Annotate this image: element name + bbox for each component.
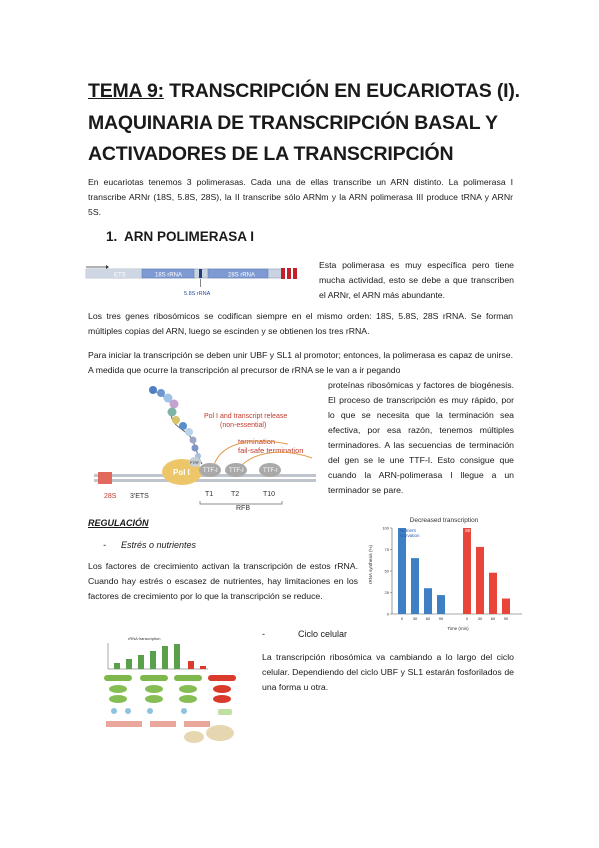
termination-figure [88, 374, 324, 520]
rrna-gene-figure [84, 262, 306, 302]
y-tick-label: 25 [384, 590, 389, 595]
release-label: Pol I and transcript release [204, 413, 288, 420]
t1-label: T1 [205, 491, 214, 498]
cycle-chart-title: rRNA transcription [128, 636, 161, 641]
chart-bar [411, 558, 419, 614]
chart-bar [489, 573, 497, 614]
y-tick-label: 75 [384, 547, 389, 552]
failsafe-label: fail-safe termination [238, 446, 304, 455]
ttf-i-label: TTF-I [203, 468, 218, 474]
document-title [88, 76, 558, 171]
ets3-label: 3'ETS [130, 493, 149, 500]
y-tick-label: 0 [386, 611, 389, 617]
nonessential-label: (non-essential) [220, 422, 267, 429]
ptrf-label: PTRF [190, 461, 200, 465]
chart-title: Decreased transcription [409, 517, 479, 524]
arrow-head-icon [106, 265, 109, 269]
x-tick-label: 90 [438, 616, 444, 621]
rrna-58s-block [199, 269, 202, 278]
title-line-2: MAQUINARIA DE TRANSCRIPCIÓN BASAL Y [88, 111, 498, 134]
bullet-stress-nutrients: Estrés o nutrientes [121, 540, 197, 550]
cell-cycle-paragraph: La transcripción ribosómica va cambiando a lo largo del ciclo celular. Dependiendo del ciclo UBF y SL1 estarán fosforilados de una forma u otra. [262, 652, 514, 692]
terminator-mark [293, 268, 297, 279]
chart-bar [424, 588, 432, 614]
series-label: starvation [400, 533, 420, 538]
x-tick-label: 0 [465, 616, 469, 621]
terminator-mark [281, 268, 285, 279]
chart-xlabel: Time (min) [447, 626, 469, 631]
chart-bars [398, 528, 510, 621]
intro-paragraph: En eucariotas tenemos 3 polimerasas. Cada una de ellas transcribe un ARN distinto. La polimerasa I transcribe ARNr (18S, 5.8S, 28S), la II transcribe sólo ARNm y la ARN polimerasa III produce tRNA y ARNr 5S. [88, 177, 513, 217]
rrna-transcript-with-proteins [149, 386, 202, 464]
rrna-28s-segment [98, 472, 112, 484]
t2-label: T2 [231, 491, 240, 498]
initiation-paragraph: Para iniciar la transcripción se deben unir UBF y SL1 al promotor; entonces, la polimerasa es capaz de unirse. A medida que ocurre la transcripción al precursor de rRNA se le van a ir pegando [88, 350, 513, 375]
cycle-bars [114, 644, 206, 669]
dna-strand [94, 479, 316, 482]
series-label: Stress [465, 528, 478, 533]
ttf-i-label: TTF-I [263, 468, 278, 474]
rrna-28s-label: 28S rRNA [228, 272, 256, 279]
section-1-title: ARN POLIMERASA I [124, 229, 255, 244]
bullet-cell-cycle: Ciclo celular [298, 629, 348, 639]
rfb-label: RFB [236, 505, 250, 512]
cell-cycle-phases [104, 675, 236, 743]
growth-factors-paragraph: Los factores de crecimiento activan la transcripción de estos rRNA. Cuando hay estrés o escasez de nutrientes, hay limitaciones en los factores de crecimiento por lo que la transcripción se reduce. [88, 561, 358, 601]
rrna-58s-label: 5.8S rRNA [184, 291, 211, 297]
ribosomal-genes-paragraph: Los tres genes ribosómicos se codifican siempre en el mismo orden: 18S, 5.8S, 28S rRNA. Se forman múltiples copias del ARN, luego se escinden y se obtienen los tres rRNA. [88, 311, 513, 336]
t10-label: T10 [263, 491, 276, 498]
title-topic: TEMA 9: [88, 80, 164, 102]
rfb-bracket [200, 501, 282, 504]
s28-label: 28S [104, 493, 117, 500]
x-tick-label: 30 [412, 616, 418, 621]
y-tick-label: 100 [382, 525, 389, 531]
pol-i-label: Pol I [173, 468, 190, 477]
x-tick-label: 90 [503, 616, 509, 621]
terminator-mark [287, 268, 291, 279]
title-line-1-text: TRANSCRIPCIÓN EN EUCARIOTAS (I). [163, 80, 520, 102]
title-line-1 [88, 76, 558, 108]
x-tick-label: 30 [477, 616, 483, 621]
chart-bar [502, 599, 510, 614]
regulation-heading: REGULACIÓN [88, 518, 149, 528]
x-tick-label: 60 [490, 616, 496, 621]
chart-bar [463, 528, 471, 614]
x-tick-label: 60 [425, 616, 431, 621]
bullet-dash: - [262, 629, 265, 639]
bullet-dash: - [103, 540, 106, 550]
ttf-i-label: TTF-I [229, 468, 244, 474]
rrna-18s-label: 18S rRNA [155, 272, 183, 279]
decreased-transcription-chart [364, 514, 524, 632]
cell-cycle-figure [88, 633, 244, 745]
chart-ylabel: rRNA synthesis (%) [368, 544, 373, 584]
series-label: Nutrient [400, 528, 416, 533]
ets-label: ETS [114, 272, 126, 279]
pol1-paragraph: Esta polimerasa es muy específica pero tiene mucha actividad, esto se debe a que transcriben el ARNr, el ARN más abundante. [319, 260, 514, 300]
termination-label: termination [238, 437, 276, 446]
y-tick-label: 50 [384, 568, 389, 574]
chart-bar [437, 595, 445, 614]
chart-bar [398, 528, 406, 614]
termination-paragraph: proteínas ribosómicas y factores de biogénesis. El proceso de transcripción es muy rápido, por lo que se necesita que la terminación sea efectiva, por esa razón, tenemos múltiples terminadores. A las secuencias de terminación del gen se le une TTF-I. Esto consigue que cuando la ARN-polimerasa I llegue a un terminador se pare. [328, 380, 514, 495]
title-line-3: ACTIVADORES DE LA TRANSCRIPCIÓN [88, 143, 454, 165]
section-1-number: 1. [106, 229, 118, 244]
x-tick-label: 0 [400, 616, 404, 621]
chart-bar [476, 547, 484, 614]
